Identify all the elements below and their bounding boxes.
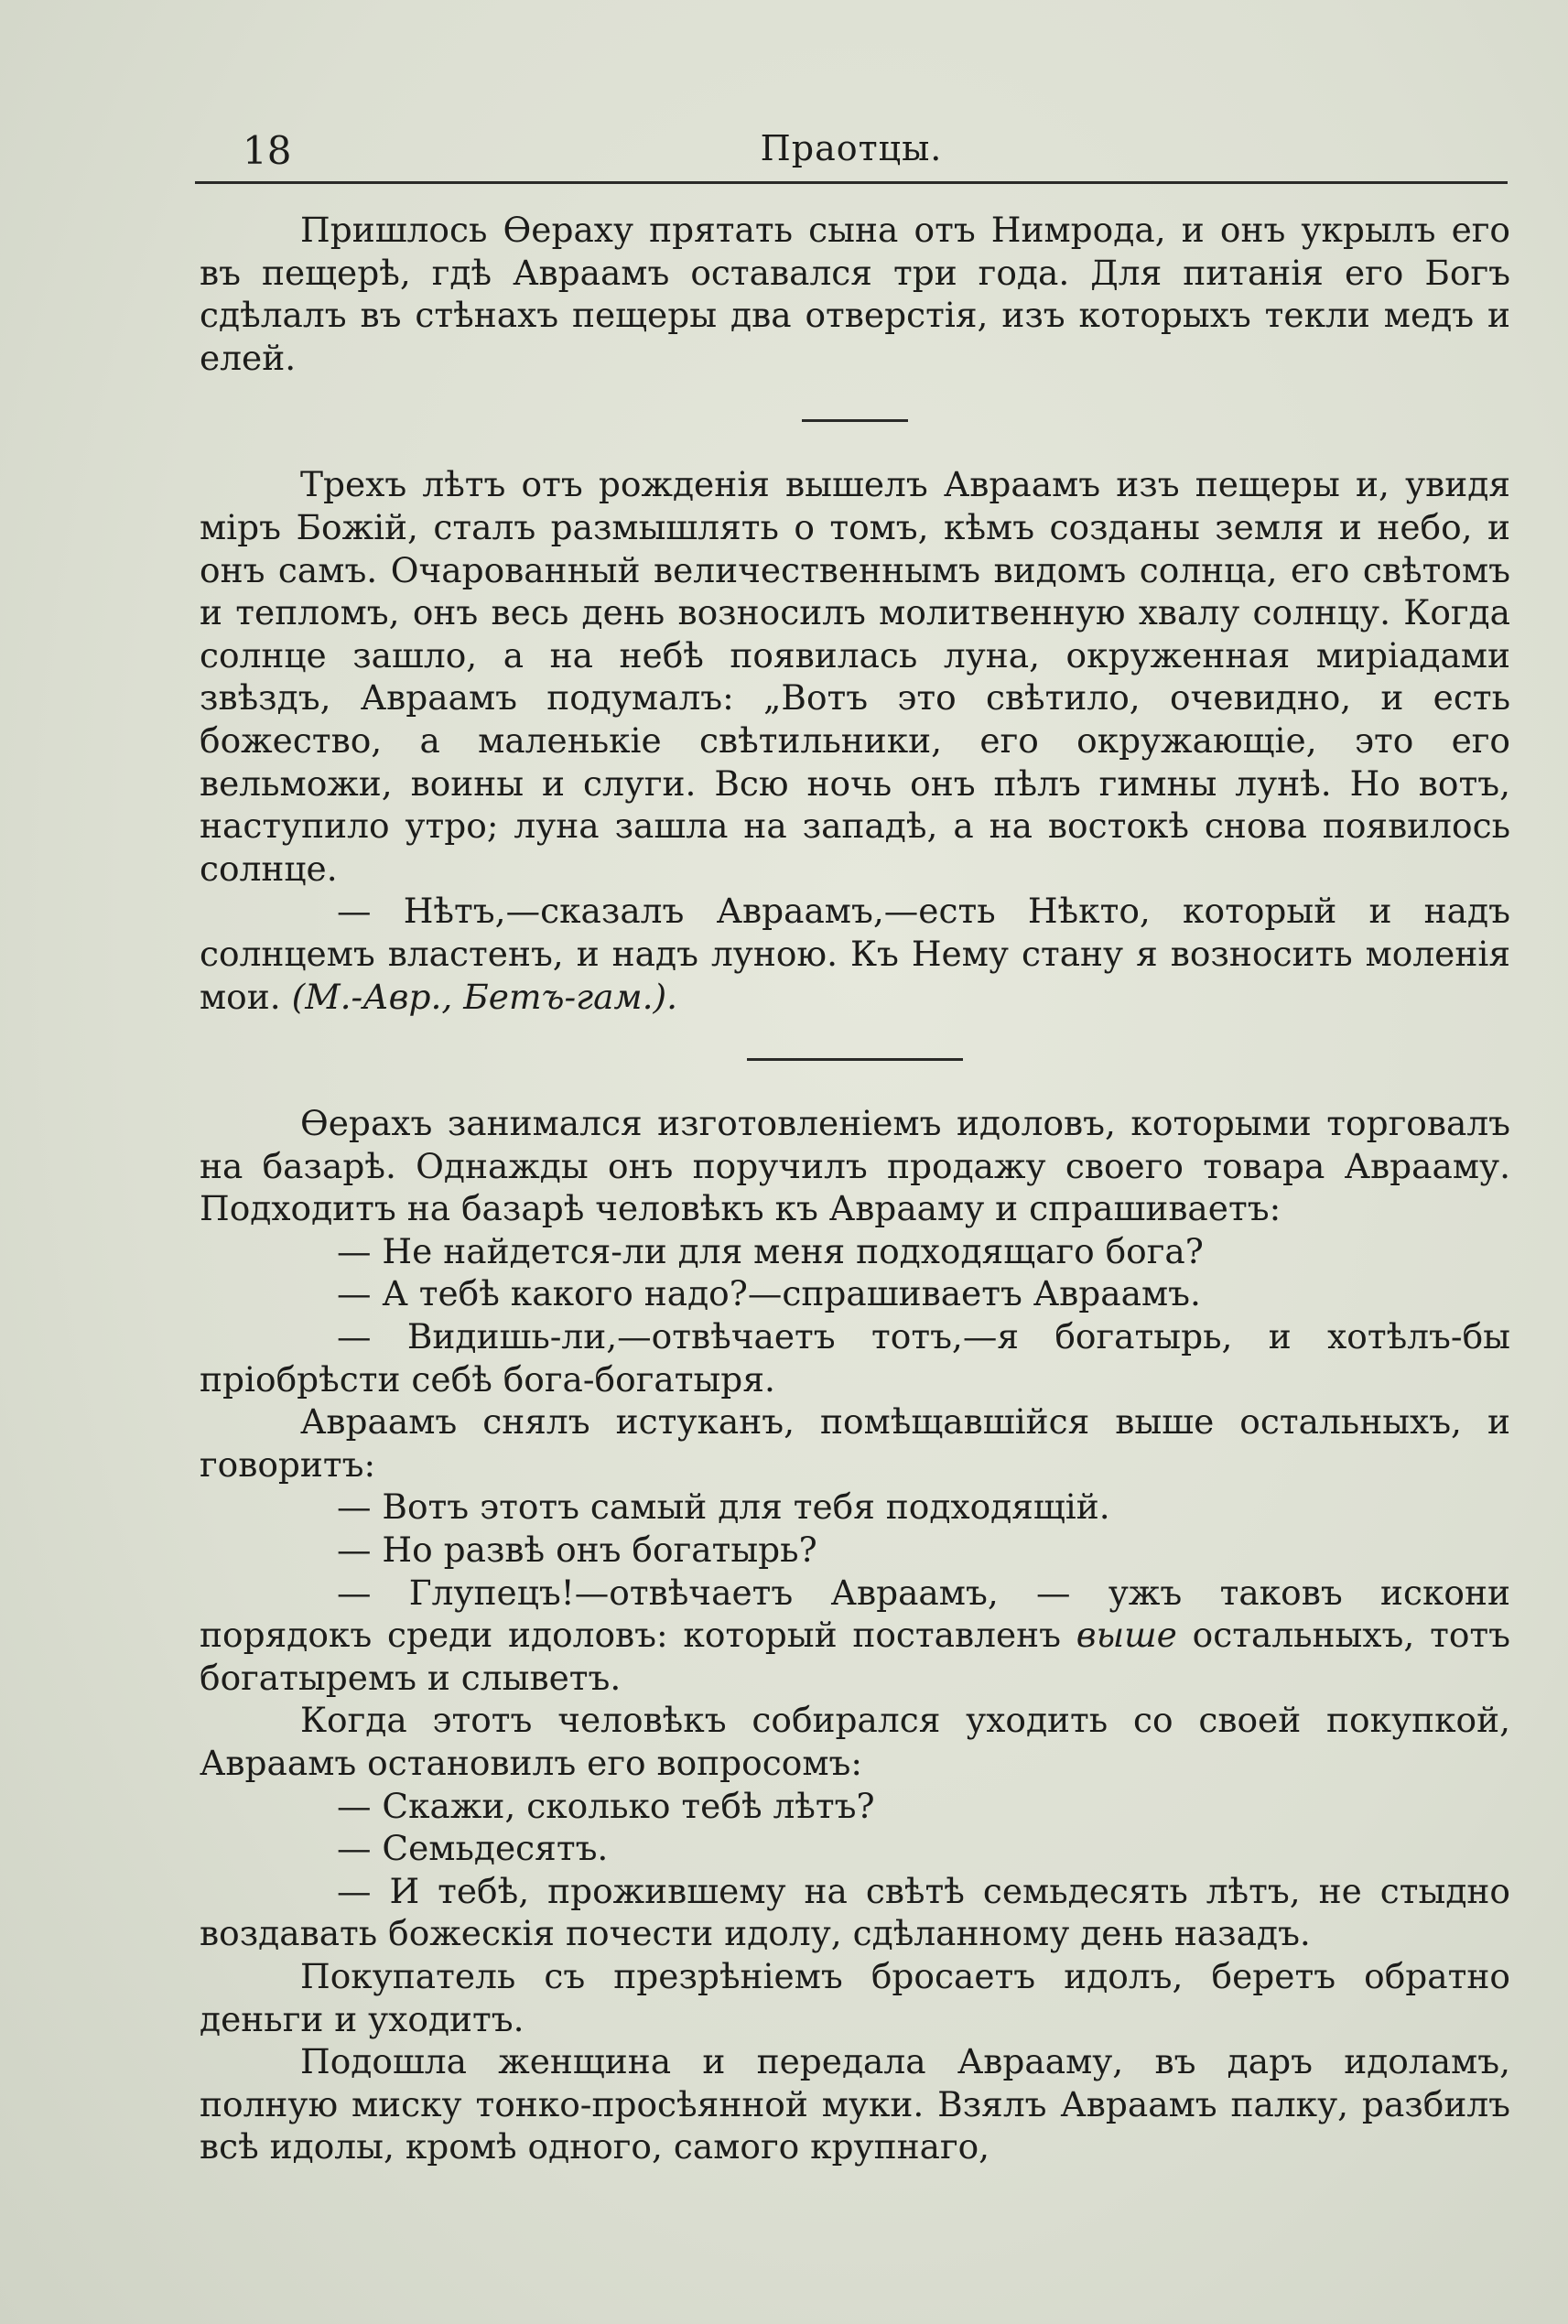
paragraph-buyer-leaves: Покупатель съ презрѣніемъ бросаетъ идолъ, беретъ обратно деньги и уходитъ.: [200, 1955, 1510, 2039]
page-body: [200, 209, 1510, 2168]
dialogue-line: — А тебѣ какого надо?—спрашиваетъ Авраамъ.: [337, 1273, 1201, 1314]
paragraph-woman: Подошла женщина и передала Аврааму, въ даръ идоламъ, полную миску тонко-просѣянной муки. Взялъ Авраамъ палку, разбилъ всѣ идолы, кромѣ одного, самого крупнаго,: [200, 2041, 1510, 2167]
dialogue-line: — И тебѣ, прожившему на свѣтѣ семьдесять лѣтъ, не стыдно воздавать божескія почести идолу, сдѣланному день назадъ.: [200, 1870, 1510, 1954]
source-citation: (М.-Авр., Бетъ-гам.).: [291, 976, 678, 1017]
paragraph-cave: Пришлось Ѳераху прятать сына отъ Нимрода, и онъ укрылъ его въ пещерѣ, гдѣ Авраамъ оставался три года. Для питанія его Богъ сдѣлалъ въ стѣнахъ пещеры два отверстія, изъ которыхъ текли медъ и елей.: [200, 210, 1510, 378]
paragraph-buyer: Когда этотъ человѣкъ собирался уходить со своей покупкой, Авраамъ остановилъ его вопросомъ:: [200, 1700, 1510, 1783]
dialogue-line: — Видишь-ли,—отвѣчаетъ тотъ,—я богатырь, и хотѣлъ-бы пріобрѣсти себѣ бога-богатыря.: [200, 1316, 1510, 1400]
page-number: 18: [243, 128, 292, 173]
page-header: [197, 128, 1506, 174]
running-title: Праотцы.: [760, 128, 943, 168]
section-separator: [200, 379, 1510, 463]
paragraph-idols: Ѳерахъ занимался изготовленіемъ идоловъ, которыми торговалъ на базарѣ. Однажды онъ поручилъ продажу своего товара Аврааму. Подходитъ на базарѣ человѣкъ къ Аврааму и спрашиваетъ:: [200, 1103, 1510, 1229]
declaration-text: — Нѣтъ,—сказалъ Авраамъ,—есть Нѣкто, который и надъ солнцемъ властенъ, и надъ луною. Къ Нему стану я возносить моленія мои.: [200, 891, 1510, 1017]
dialogue-line: — Семьдесятъ.: [337, 1828, 609, 1869]
section-separator: [200, 1018, 1510, 1102]
paragraph-statue: Авраамъ снялъ истуканъ, помѣщавшійся выше остальныхъ, и говоритъ:: [200, 1401, 1510, 1485]
dialogue-text: остальныхъ, тотъ богатыремъ и слыветъ.: [200, 1615, 1511, 1698]
paragraph-declaration: [200, 890, 1510, 1018]
paragraph-sun-moon: Трехъ лѣтъ отъ рожденія вышелъ Авраамъ изъ пещеры и, увидя міръ Божій, сталъ размышлять о томъ, кѣмъ созданы земля и небо, и онъ самъ. Очарованный величественнымъ видомъ солнца, его свѣтомъ и тепломъ, онъ весь день возносилъ молитвенную хвалу солнцу. Когда солнце зашло, а на небѣ появилась луна, окруженная миріадами звѣздъ, Авраамъ подумалъ: „Вотъ это свѣтило, очевидно, и есть божество, а маленькіе свѣтильники, его окружающіе, это его вельможи, воины и слуги. Всю ночь онъ пѣлъ гимны лунѣ. Но вотъ, наступило утро; луна зашла на западѣ, а на востокѣ снова появилось солнце.: [200, 464, 1510, 889]
dialogue-line: — Но развѣ онъ богатырь?: [337, 1530, 817, 1571]
dialogue-line: [200, 1572, 1510, 1700]
dialogue-text: — Глупецъ!—отвѣчаетъ Авраамъ, — ужъ таковъ искони порядокъ среди идоловъ: который поставленъ: [200, 1572, 1510, 1656]
emphasis-word: выше: [1076, 1615, 1177, 1656]
header-rule: [195, 181, 1508, 184]
dialogue-line: — Вотъ этотъ самый для тебя подходящій.: [337, 1486, 1110, 1528]
dialogue-line: — Скажи, сколько тебѣ лѣтъ?: [337, 1785, 875, 1826]
dialogue-line: — Не найдется-ли для меня подходящаго бога?: [337, 1230, 1204, 1271]
